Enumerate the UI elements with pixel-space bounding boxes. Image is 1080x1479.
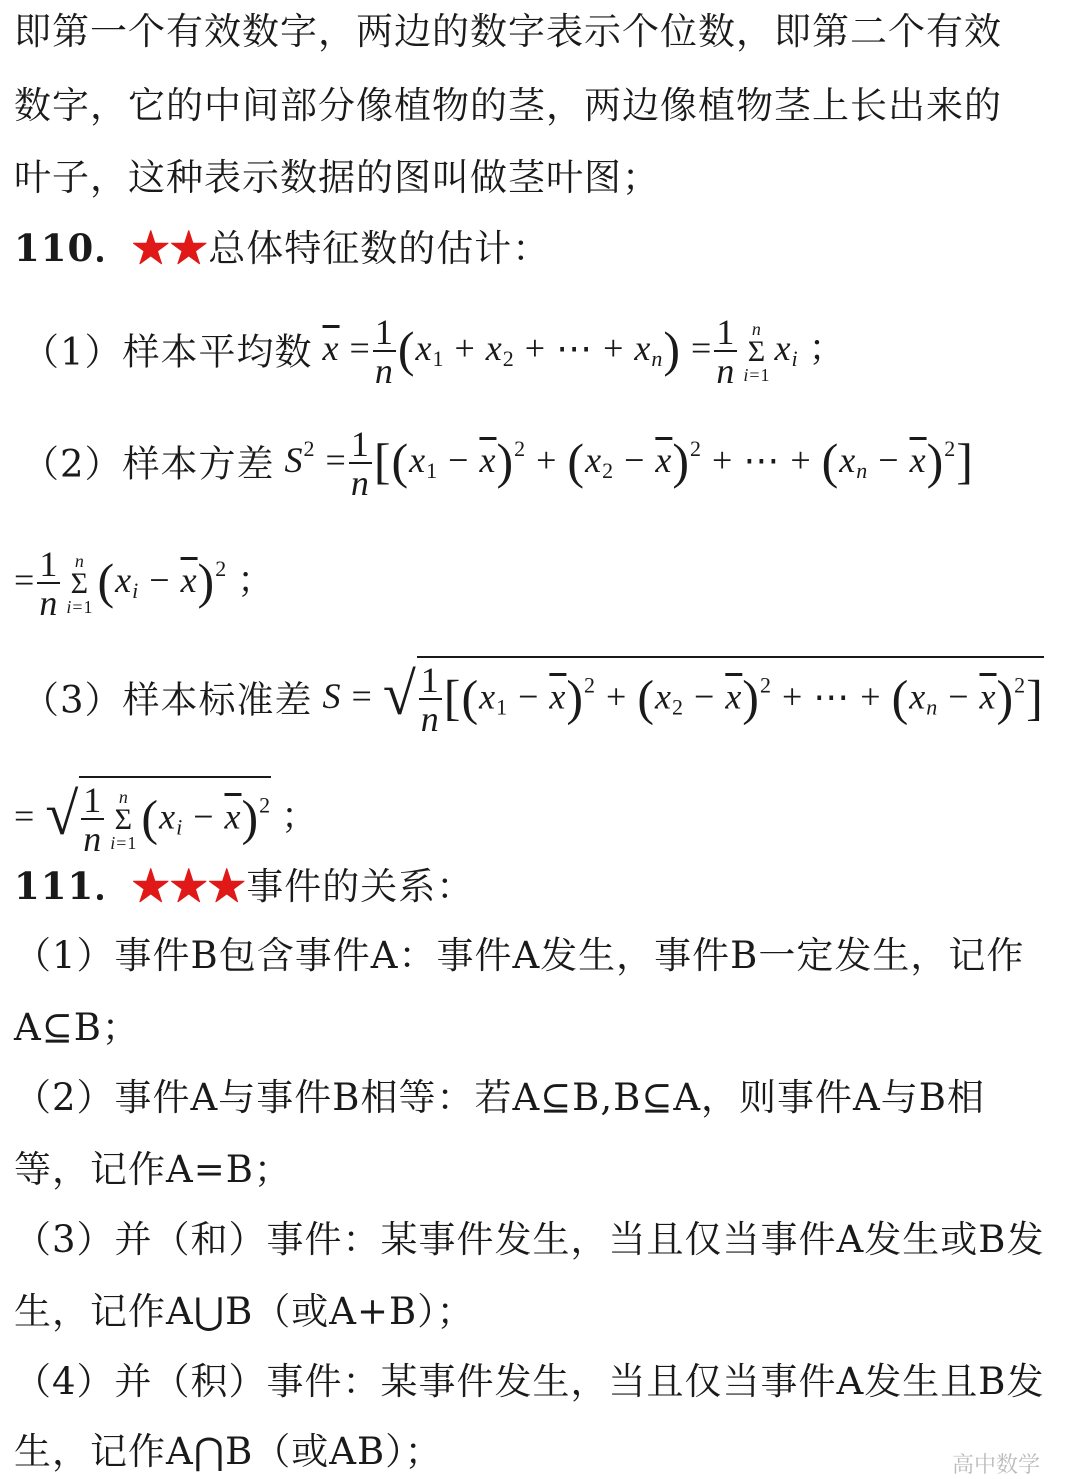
stddev-label: （3）样本标准差	[22, 678, 313, 722]
mean-equation: $\overline{x}$ = $\frac{1}{n}$ ($x_1 + x_2$ + ⋯ + xn) = $\frac{1}{n}$ n Σ i=1 xi ；	[322, 312, 846, 391]
stddev-formula	[22, 660, 1044, 742]
mean-formula	[22, 312, 846, 394]
event-rel-line-5: （3）并（和）事件：某事件发生，当且仅当事件A发生或B发	[14, 1218, 1045, 1261]
event-rel-line-7: （4）并（积）事件：某事件发生，当且仅当事件A发生且B发	[14, 1360, 1045, 1403]
section-111-number: 111．	[14, 864, 133, 908]
section-111-heading	[14, 864, 474, 909]
intro-line-3: 叶子，这种表示数据的图叫做茎叶图；	[14, 156, 660, 199]
variance-sum-formula	[14, 546, 274, 622]
section-111-stars: ★★★	[132, 864, 247, 908]
event-rel-line-6: 生，记作A⋃B（或A+B）；	[14, 1290, 475, 1333]
watermark-text: 高中数学	[951, 1453, 1040, 1478]
section-110-stars: ★★	[132, 226, 209, 270]
stddev-sum-equation: = √ $\frac{1}{n}$ n Σ i=1 $(xi - \overline{x})^2$ ；	[14, 796, 318, 836]
variance-equation: $S^2$ = $\frac{1}{n}$ [$(x_1 - \overline{x})^2 + (x_2 - \overline{x})^2$ + ⋯ + $(xn - \overline{x})^2$]	[284, 424, 974, 503]
event-rel-line-8: 生，记作A⋂B（或AB）；	[14, 1430, 443, 1473]
section-111-title: 事件的关系：	[246, 865, 475, 908]
section-110-title: 总体特征数的估计：	[208, 227, 551, 270]
mean-label: （1）样本平均数	[22, 330, 313, 374]
event-rel-line-4: 等，记作A=B；	[14, 1148, 292, 1191]
variance-label: （2）样本方差	[22, 442, 275, 486]
event-rel-line-2: A⊆B；	[14, 1006, 140, 1049]
variance-formula	[22, 424, 974, 506]
intro-line-2: 数字，它的中间部分像植物的茎，两边像植物茎上长出来的	[14, 84, 1002, 127]
section-110-number: 110．	[14, 226, 133, 270]
section-110-heading	[14, 226, 550, 271]
event-rel-line-1: （1）事件B包含事件A：事件A发生，事件B一定发生，记作	[14, 934, 1025, 977]
stddev-sum-formula	[14, 776, 318, 858]
variance-sum-equation: = $\frac{1}{n}$ n Σ i=1 $(xi - \overline{x})^2$ ；	[14, 544, 275, 623]
intro-line-1: 即第一个有效数字，两边的数字表示个位数，即第二个有效	[14, 10, 1002, 53]
event-rel-line-3: （2）事件A与事件B相等：若A⊆B,B⊆A，则事件A与B相	[14, 1076, 985, 1119]
stddev-equation: S = √ $\frac{1}{n}$ [$(x_1 - \overline{x})^2 + (x_2 - \overline{x})^2$ + ⋯ + $(xn - \overline{x})^2$]	[313, 676, 1044, 716]
